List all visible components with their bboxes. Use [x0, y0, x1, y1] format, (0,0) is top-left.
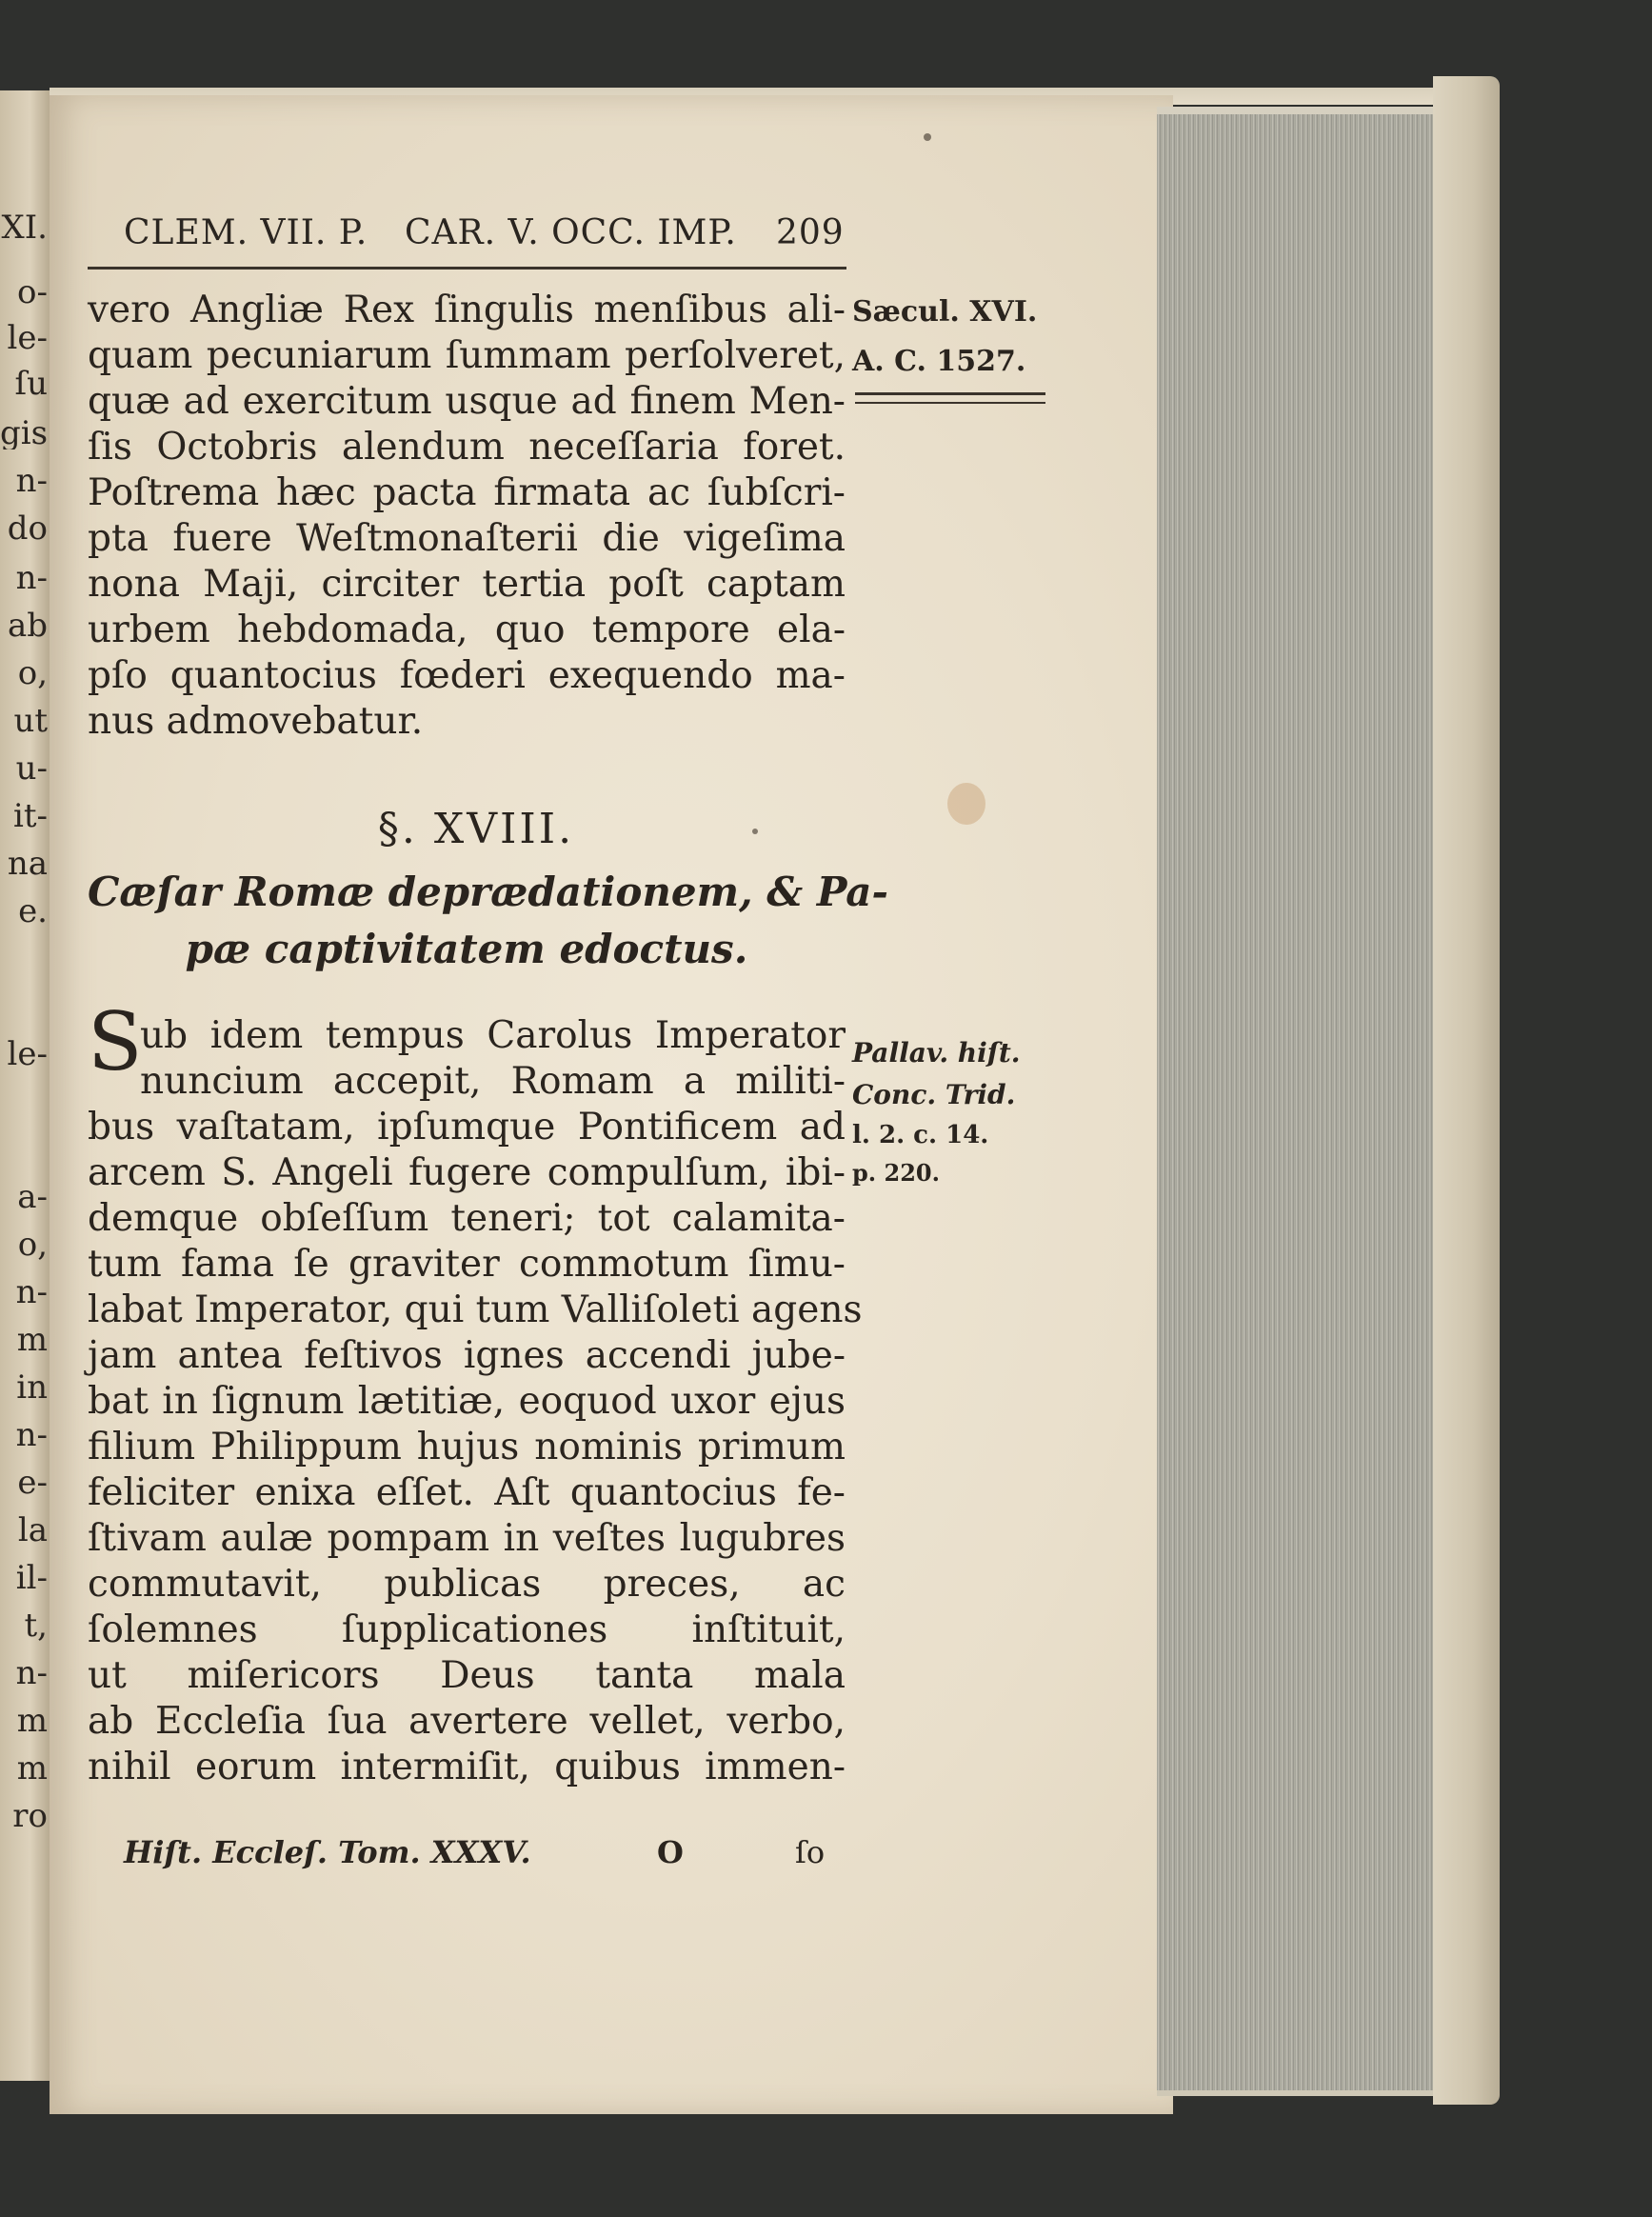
section-heading: §. XVIII.: [377, 805, 575, 853]
left-page-fragment: le-: [7, 1038, 48, 1070]
left-page-fragment: o-: [17, 276, 48, 309]
left-page-fragment: t,: [24, 1609, 48, 1642]
text-line: vero Angliæ Rex ſingulis menſibus ali-: [88, 289, 846, 331]
margin-note-ref: p. 220.: [852, 1159, 940, 1187]
text-line: arcem S. Angeli fugere compulſum, ibi-: [88, 1151, 846, 1194]
header-left: CLEM. VII. P.: [124, 213, 368, 252]
left-page-fragment: ut: [13, 705, 48, 737]
margin-note-ref: Conc. Trid.: [852, 1079, 1016, 1110]
margin-note-ref: Pallav. hiſt.: [852, 1037, 1021, 1069]
left-page-fragment: ro: [12, 1800, 48, 1832]
left-page-fragment: e.: [18, 895, 48, 928]
page-block-edge: [1157, 107, 1443, 2096]
header-rule: [88, 267, 846, 270]
left-page-fragment: na: [7, 848, 48, 880]
foxing-stain: [924, 133, 931, 141]
left-page-fragment: ab: [7, 609, 48, 642]
page-number: 209: [776, 213, 845, 252]
text-line: quæ ad exercitum usque ad finem Men-: [88, 380, 846, 423]
foxing-stain: [947, 783, 985, 825]
left-page-fragment: le-: [7, 322, 48, 354]
text-line: feliciter enixa eſſet. Aſt quantocius fe-: [88, 1471, 846, 1514]
left-page-fragment: ſu: [14, 368, 48, 400]
text-line: bus vaſtatam, ipſumque Pontificem ad: [88, 1106, 846, 1148]
page-footer: [124, 1834, 847, 1880]
text-line: ut miſericors Deus tanta mala: [88, 1654, 846, 1697]
margin-note-ref: l. 2. c. 14.: [852, 1121, 989, 1149]
gathering-mark: O: [657, 1834, 684, 1870]
margin-note-anno: A. C. 1527.: [852, 345, 1026, 378]
text-line: nuncium accepit, Romam a militi-: [140, 1060, 846, 1103]
left-page-fragment: n-: [15, 562, 48, 594]
text-line: ub idem tempus Carolus Imperator: [140, 1014, 846, 1057]
left-page-fragment: o,: [17, 1228, 48, 1261]
text-line: labat Imperator, qui tum Valliſoleti agens: [88, 1288, 863, 1331]
left-page-fragment: il-: [15, 1562, 48, 1594]
margin-rule: [855, 392, 1045, 395]
text-line: nus admovebatur.: [88, 700, 424, 743]
text-line: pta fuere Weſtmonaſterii die vigeſima: [88, 517, 846, 560]
text-line: commutavit, publicas preces, ac: [88, 1563, 846, 1606]
left-page-fragment: gis: [0, 417, 48, 449]
left-page-fragment: la: [17, 1514, 48, 1547]
text-line: quam pecuniarum ſummam perſolveret,: [88, 334, 846, 377]
left-page-fragment: m: [16, 1324, 48, 1356]
left-page-fragment: n-: [15, 1276, 48, 1308]
text-line: ſtivam aulæ pompam in veſtes lugubres: [88, 1517, 846, 1560]
text-line: jam antea feſtivos ignes accendi jube-: [88, 1334, 846, 1377]
running-header: [124, 213, 847, 259]
foxing-stain: [752, 829, 758, 834]
left-page-fragment: in: [16, 1371, 48, 1404]
header-center: CAR. V. OCC. IMP.: [405, 213, 737, 252]
margin-note-saecul: Sæcul. XVI.: [852, 295, 1038, 329]
section-subtitle: pæ captivitatem edoctus.: [185, 926, 748, 972]
left-page-fragment: m: [16, 1752, 48, 1785]
text-line: nihil eorum intermiſit, quibus immen-: [88, 1746, 846, 1788]
left-page-fragment: n-: [15, 465, 48, 497]
catchword: ſo: [795, 1834, 826, 1870]
text-line: ab Eccleſia ſua avertere vellet, verbo,: [88, 1700, 846, 1743]
left-page-fragment: n-: [15, 1657, 48, 1689]
drop-cap: S: [88, 995, 143, 1089]
left-page-fragment: it-: [12, 800, 48, 832]
signature-line: Hiſt. Eccleſ. Tom. XXXV.: [124, 1834, 531, 1870]
text-line: pſo quantocius fœderi exequendo ma-: [88, 654, 846, 697]
text-line: filium Philippum hujus nominis primum: [88, 1426, 846, 1468]
text-line: Poſtrema hæc pacta firmata ac ſubſcri-: [88, 471, 846, 514]
left-page-fragment: e-: [17, 1467, 48, 1499]
text-line: nona Maji, circiter tertia poſt captam: [88, 563, 846, 606]
text-line: urbem hebdomada, quo tempore ela-: [88, 609, 846, 651]
text-line: tum fama ſe graviter commotum ſimu-: [88, 1243, 846, 1286]
book-cover-edge: [1433, 76, 1500, 2105]
left-page-fragment: m: [16, 1705, 48, 1737]
text-line: bat in ſignum lætitiæ, eoquod uxor ejus: [88, 1380, 846, 1423]
section-subtitle: Cæſar Romæ deprædationem, & Pa-: [88, 869, 888, 915]
left-page-fragment: do: [7, 512, 48, 545]
left-page-fragment: n-: [15, 1419, 48, 1451]
left-page-fragment: XI.: [1, 211, 48, 244]
text-line: demque obſeſſum teneri; tot calamita-: [88, 1197, 846, 1240]
text-line: ſis Octobris alendum neceſſaria foret.: [88, 426, 846, 469]
text-line: ſolemnes ſupplicationes inſtituit,: [88, 1608, 846, 1651]
left-page-fragment: u-: [15, 752, 48, 785]
margin-rule: [855, 402, 1045, 404]
left-page-fragment: a-: [17, 1181, 48, 1213]
left-page-fragment: o,: [17, 657, 48, 689]
